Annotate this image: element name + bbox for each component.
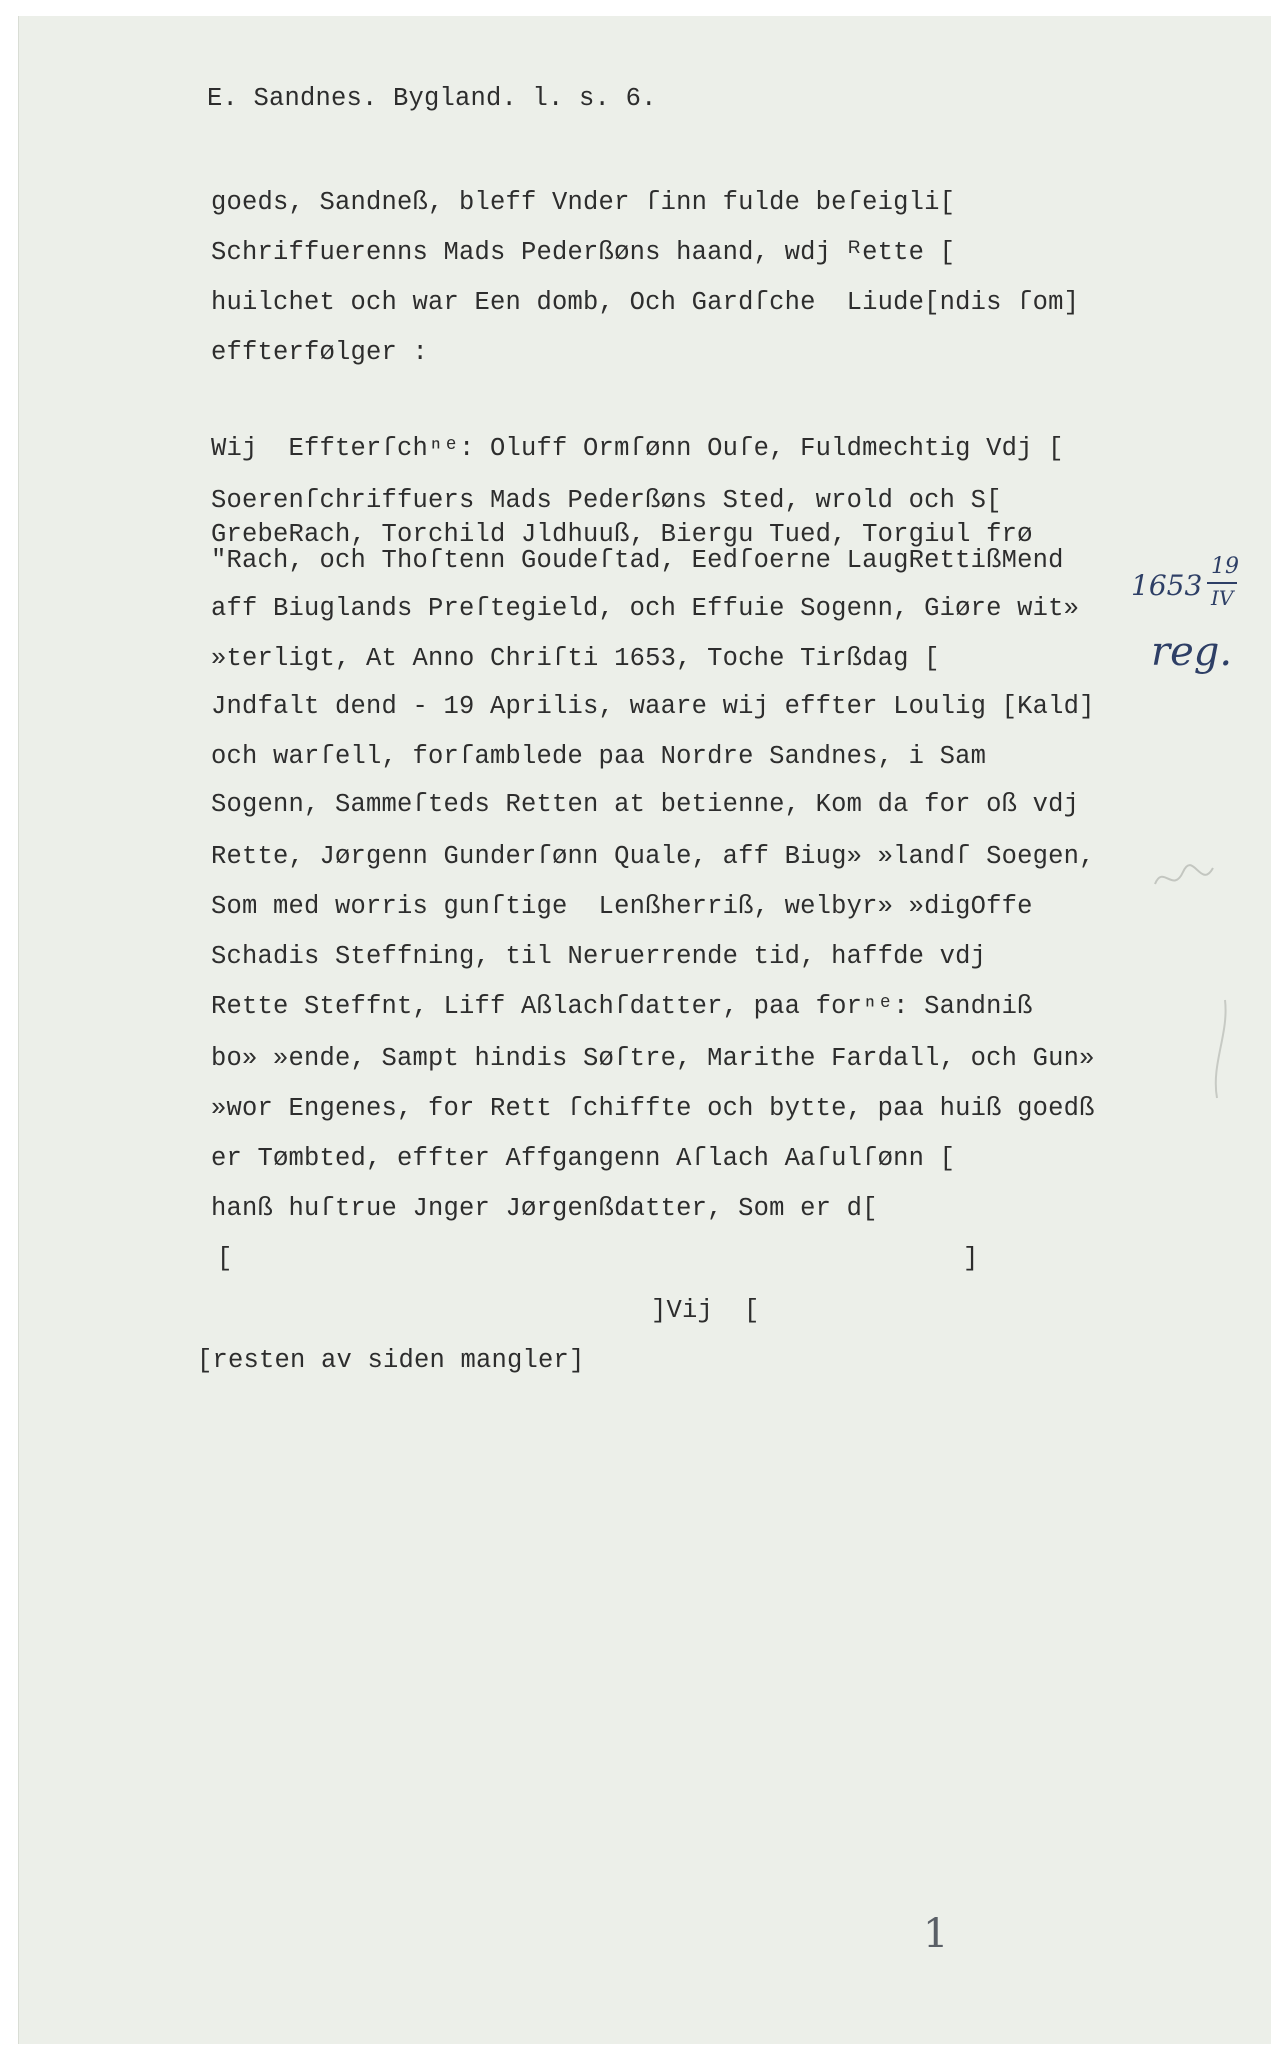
handwritten-reg: reg. xyxy=(1151,629,1233,675)
text-line: GrebeRach, Torchild Jldhuuß, Biergu Tued, Torgiul frø xyxy=(211,520,1033,549)
text-line: Wij Effterſchⁿᵉ: Oluff Ormſønn Ouſe, Fuldmechtig Vdj [ xyxy=(211,434,1064,463)
text-line: huilchet och war Een domb, Och Gardſche Liude[ndis ſom] xyxy=(211,288,1080,317)
text-line: er Tømbted, effter Affgangenn Aſlach Aaſulſønn [ xyxy=(211,1144,956,1173)
text-line: goeds, Sandneß, bleff Vnder ſinn fulde beſeigli[ xyxy=(211,188,956,217)
text-line: Jndfalt dend - 19 Aprilis, waare wij effter Loulig [Kald] xyxy=(211,692,1095,721)
text-line: Soerenſchriffuers Mads Pederßøns Sted, wrold och S[ xyxy=(211,486,1002,515)
text-line: bo» »ende, Sampt hindis Søſtre, Marithe Fardall, och Gun» xyxy=(211,1044,1095,1073)
text-line: hanß huſtrue Jnger Jørgenßdatter, Som er d[ xyxy=(211,1194,878,1223)
text-line: Sogenn, Sammeſteds Retten at betienne, Kom da for oß vdj xyxy=(211,790,1080,819)
document-page xyxy=(18,16,1271,2044)
text-line: Som med worris gunſtige Lenßherriß, welbyr» »digOffe xyxy=(211,892,1033,921)
text-line: och warſell, forſamblede paa Nordre Sandnes, i Sam xyxy=(211,742,987,771)
handwritten-month: IV xyxy=(1211,586,1234,610)
missing-page-note: [resten av siden mangler] xyxy=(197,1346,585,1375)
handwritten-day: 19 xyxy=(1211,554,1239,579)
page-number: 1 xyxy=(923,1911,949,1957)
text-line: Rette, Jørgenn Gunderſønn Quale, aff Biug» »landſ Soegen, xyxy=(211,842,1095,871)
text-line: »wor Engenes, for Rett ſchiffte och bytte, paa huiß goedß xyxy=(211,1094,1095,1123)
wij-fragment: ]Vij [ xyxy=(651,1296,760,1325)
text-line: Schriffuerenns Mads Pederßøns haand, wdj ᴿette [ xyxy=(211,238,956,267)
bracket-open: [ xyxy=(217,1244,233,1273)
text-line: aff Biuglands Preſtegield, och Effuie Sogenn, Giøre wit» xyxy=(211,594,1080,623)
bracket-close: ] xyxy=(963,1244,979,1273)
text-line: "Rach, och Thoſtenn Goudeſtad, Eedſoerne LaugRettißMend xyxy=(211,546,1064,575)
date-fraction-line xyxy=(1207,582,1237,584)
text-line: effterfølger : xyxy=(211,338,429,367)
pencil-stroke-mark xyxy=(1199,994,1239,1104)
handwritten-year: 1653 xyxy=(1131,569,1203,602)
page-header: E. Sandnes. Bygland. l. s. 6. xyxy=(207,84,657,113)
text-line: »terligt, At Anno Chriſti 1653, Toche Tirßdag [ xyxy=(211,644,940,673)
pencil-scribble-mark xyxy=(1149,854,1219,904)
text-line: Schadis Steffning, til Neruerrende tid, haffde vdj xyxy=(211,942,987,971)
text-line: Rette Steffnt, Liff Aßlachſdatter, paa forⁿᵉ: Sandniß xyxy=(211,992,1033,1021)
